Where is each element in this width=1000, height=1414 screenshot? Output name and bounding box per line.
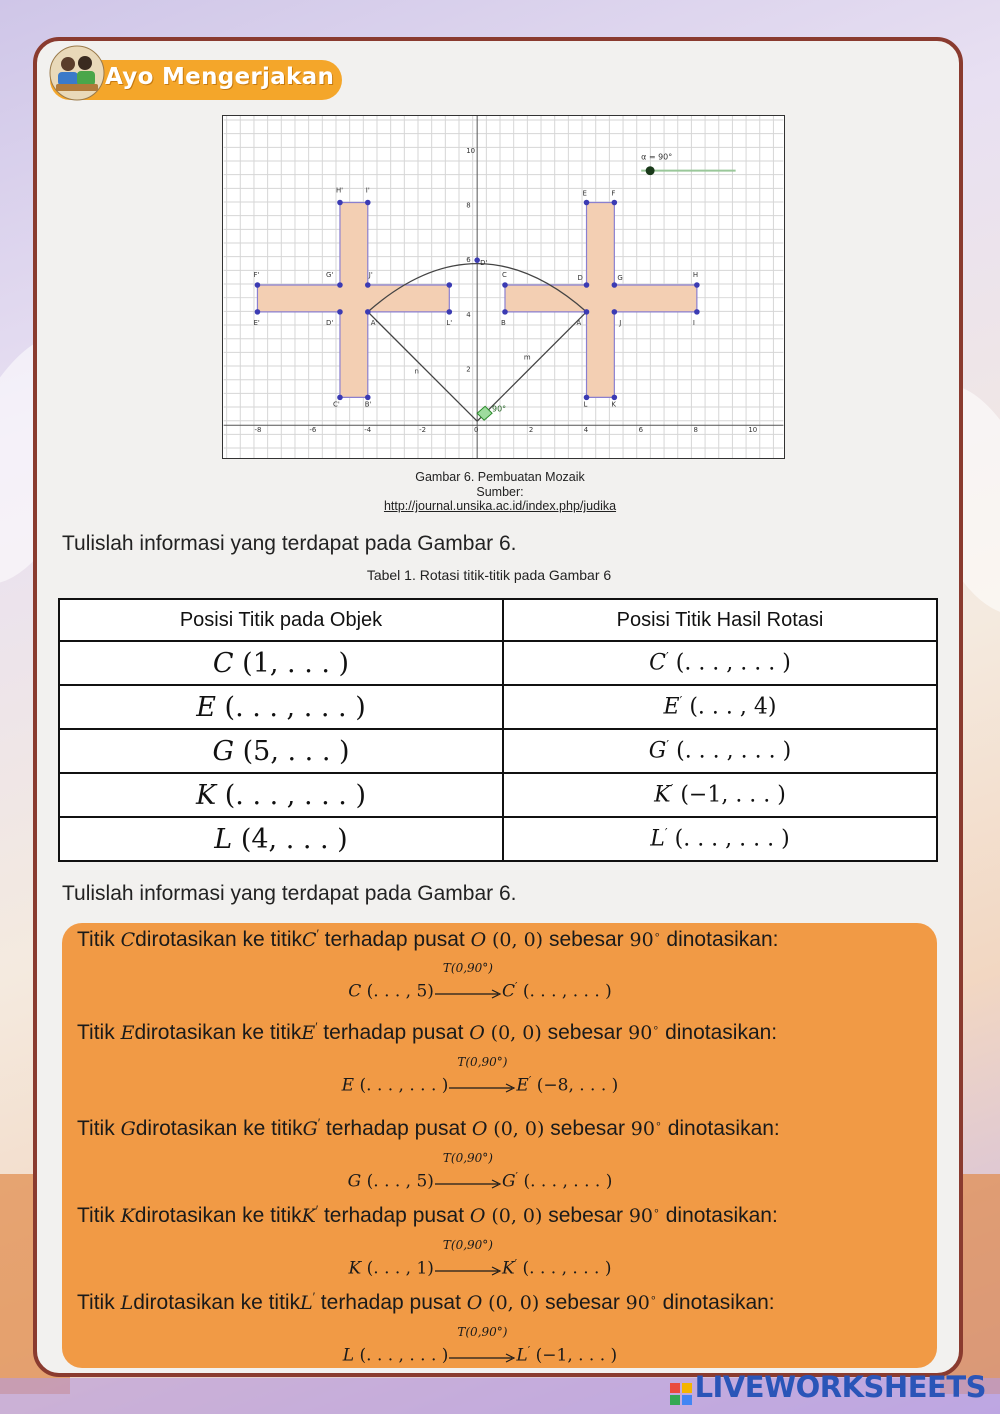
formula-to-coords: (. . . , . . . )	[523, 1171, 613, 1192]
rotation-formula: E (. . . , . . . ) T(0,90°) E′ (−8, . . . )	[341, 1055, 619, 1096]
result-point-coords: (. . . , . . . )	[676, 738, 792, 764]
vertex-point	[365, 395, 371, 401]
label-G: G	[617, 274, 623, 283]
table-row	[59, 685, 937, 729]
arrow-icon	[434, 983, 502, 1001]
statement-center: O	[470, 929, 487, 951]
x-tick-label: -2	[419, 426, 427, 435]
table-row	[59, 641, 937, 685]
table-row	[59, 817, 937, 861]
statement-center: O	[469, 1022, 485, 1044]
logo-text: LIVEWORKSHEETS	[694, 1370, 986, 1404]
vertex-point	[584, 282, 590, 288]
statement-center: O	[466, 1292, 483, 1314]
statement-center-coords: (0, 0)	[491, 1205, 543, 1227]
x-tick-label: 4	[583, 426, 589, 435]
statement-point: G	[120, 1118, 136, 1140]
object-point-coords: (. . . , . . . )	[224, 691, 366, 723]
rotation-statement: Titik Edirotasikan ke titikE′ terhadap pusat O (0, 0) sebesar 90∘ dinotasikan:	[77, 1020, 778, 1044]
label-m: m	[523, 353, 531, 362]
formula-from-coords: (. . . , 5)	[366, 981, 434, 1002]
x-tick-label: 2	[528, 426, 534, 435]
statement-center-text: terhadap pusat	[318, 928, 471, 951]
y-tick-label: 4	[466, 310, 471, 319]
statement-mid: dirotasikan ke titik	[135, 1117, 303, 1140]
label-C-center: C	[502, 271, 507, 280]
statement-angle-text: sebesar	[543, 928, 630, 951]
arrow-icon	[448, 1347, 516, 1365]
statement-center-text: terhadap pusat	[320, 1117, 472, 1140]
formula-transform: T(0,90°)	[442, 1151, 493, 1166]
object-point-coords: (1, . . . )	[242, 647, 350, 679]
instruction-1: Tulislah informasi yang terdapat pada Gambar 6.	[62, 532, 517, 555]
formula-to-coords: (. . . , . . . )	[522, 981, 612, 1002]
formula-from-point: G	[347, 1171, 362, 1192]
statement-center-coords: (0, 0)	[493, 1118, 545, 1140]
vertex-point	[255, 309, 261, 315]
statement-prefix: Titik	[77, 1117, 121, 1140]
x-tick-label: 6	[638, 426, 644, 435]
source-link[interactable]: http://journal.unsika.ac.id/index.php/judika	[383, 499, 617, 513]
statement-center-text: terhadap pusat	[314, 1291, 467, 1314]
result-point-letter: K	[654, 782, 671, 808]
formula-to-point: C	[501, 981, 515, 1002]
label-H-prime: H'	[335, 186, 344, 195]
object-point-letter: L	[214, 823, 233, 855]
vertex-point	[584, 200, 590, 206]
formula-arrow	[448, 1055, 516, 1095]
y-tick-label: 2	[466, 365, 471, 374]
slider-label: α = 90°	[641, 152, 673, 162]
formula-from-point: L	[342, 1345, 355, 1366]
formula-arrow	[448, 1325, 516, 1365]
formula-transform: T(0,90°)	[442, 961, 493, 976]
formula-arrow	[434, 1151, 502, 1191]
statement-point: K	[120, 1205, 135, 1227]
statement-suffix: dinotasikan:	[659, 1204, 778, 1227]
label-D: D	[577, 274, 583, 283]
section-title: Ayo Mengerjakan	[105, 64, 335, 90]
arrow-icon	[434, 1260, 502, 1278]
formula-from-point: K	[348, 1258, 362, 1279]
statement-point: L	[120, 1292, 134, 1314]
formula-to-coords: (. . . , . . . )	[522, 1258, 612, 1279]
result-point-cell: L′ (. . . , . . . )	[503, 817, 937, 861]
result-point-cell: E′ (. . . , 4)	[503, 685, 937, 729]
label-n: n	[414, 367, 419, 376]
mosaic-figure	[222, 115, 785, 459]
label-E-prime: E'	[253, 318, 260, 327]
statement-prefix: Titik	[77, 928, 121, 951]
statement-center-text: terhadap pusat	[318, 1204, 470, 1227]
vertex-point	[694, 309, 700, 315]
figure-source	[0, 499, 1000, 513]
statement-prime-point: G	[302, 1118, 318, 1140]
vertex-point	[694, 282, 700, 288]
label-L-prime: L'	[446, 318, 453, 327]
formula-to-point: G	[501, 1171, 516, 1192]
y-tick-label: 10	[466, 146, 476, 155]
result-point-letter: E	[663, 694, 680, 720]
object-point-coords: (. . . , . . . )	[224, 779, 366, 811]
vertex-point	[337, 200, 343, 206]
formula-from-coords: (. . . , . . . )	[359, 1345, 449, 1366]
rotation-formula: K (. . . , 1) T(0,90°) K′ (. . . , . . . )	[348, 1238, 612, 1279]
object-point-letter: E	[196, 691, 216, 723]
result-point-cell: K′ (−1, . . . )	[503, 773, 937, 817]
rotation-statement: Titik Kdirotasikan ke titikK′ terhadap pusat O (0, 0) sebesar 90∘ dinotasikan:	[77, 1203, 778, 1227]
liveworksheets-logo	[670, 1370, 986, 1404]
result-point-coords: (−1, . . . )	[680, 782, 786, 808]
result-point-cell: C′ (. . . , . . . )	[503, 641, 937, 685]
x-tick-label: 0	[473, 426, 479, 435]
formula-to-point: E	[516, 1075, 529, 1096]
statement-prefix: Titik	[77, 1204, 121, 1227]
vertex-point	[612, 200, 618, 206]
rotation-formula: G (. . . , 5) T(0,90°) G′ (. . . , . . . )	[347, 1151, 613, 1192]
x-tick-label: -4	[364, 426, 372, 435]
statement-point: E	[120, 1022, 135, 1044]
label-A: A	[576, 318, 582, 327]
result-point-letter: C	[649, 650, 667, 676]
result-point-letter: G	[648, 738, 667, 764]
statement-suffix: dinotasikan:	[661, 1117, 780, 1140]
formula-to-coords: (−8, . . . )	[536, 1075, 619, 1096]
x-tick-label: 8	[693, 426, 698, 435]
formula-transform: T(0,90°)	[457, 1325, 508, 1340]
rotation-statement: Titik Cdirotasikan ke titikC′ terhadap pusat O (0, 0) sebesar 90∘ dinotasikan:	[77, 927, 779, 951]
statement-angle: 90	[629, 929, 654, 951]
label-J-prime: J'	[368, 271, 373, 280]
statement-mid: dirotasikan ke titik	[134, 1021, 302, 1044]
table-row	[59, 773, 937, 817]
formula-transform: T(0,90°)	[442, 1238, 493, 1253]
statement-suffix: dinotasikan:	[656, 1291, 775, 1314]
object-point-letter: C	[212, 647, 234, 679]
formula-from-point: E	[341, 1075, 355, 1096]
x-tick-label: -8	[254, 426, 262, 435]
vertex-point	[337, 395, 343, 401]
statement-prime-point: L	[300, 1292, 313, 1314]
table-header-object: Posisi Titik pada Objek	[59, 599, 503, 641]
statement-angle: 90	[630, 1118, 655, 1140]
rotation-formula: L (. . . , . . . ) T(0,90°) L′ (−1, . . . )	[342, 1325, 618, 1366]
label-H: H	[692, 271, 699, 280]
vertex-point	[612, 395, 618, 401]
formula-from-coords: (. . . , 5)	[366, 1171, 434, 1192]
vertex-point	[474, 257, 480, 263]
vertex-point	[584, 309, 590, 315]
label-D-prime: D'	[326, 318, 334, 327]
statement-prime-point: E	[301, 1022, 316, 1044]
statement-center-text: terhadap pusat	[317, 1021, 470, 1044]
logo-icon	[670, 1378, 692, 1400]
statement-suffix: dinotasikan:	[660, 928, 779, 951]
right-cross	[505, 202, 697, 397]
label-L: L	[583, 400, 588, 409]
arrow-icon	[434, 1173, 502, 1191]
students-icon	[48, 44, 106, 102]
formula-from-point: C	[348, 981, 362, 1002]
label-K: K	[611, 400, 616, 409]
figure-caption: Gambar 6. Pembuatan Mozaik	[415, 470, 585, 484]
rotation-formula: C (. . . , 5) T(0,90°) C′ (. . . , . . . )	[348, 961, 612, 1002]
statement-angle-text: sebesar	[544, 1117, 631, 1140]
table-row	[59, 729, 937, 773]
statement-center: O	[469, 1205, 486, 1227]
vertex-point	[365, 200, 371, 206]
formula-transform: T(0,90°)	[457, 1055, 508, 1070]
statement-center-coords: (0, 0)	[492, 929, 544, 951]
object-point-cell	[59, 729, 503, 773]
y-tick-label: 6	[466, 256, 471, 265]
formula-from-coords: (. . . , . . . )	[359, 1075, 449, 1096]
label-J: J	[619, 318, 622, 327]
statement-prefix: Titik	[77, 1021, 121, 1044]
statement-prime-point: C	[302, 929, 317, 951]
vertex-point	[447, 309, 453, 315]
vertex-point	[502, 282, 508, 288]
rotation-table	[58, 598, 938, 862]
formula-arrow	[434, 1238, 502, 1278]
statement-angle: 90	[628, 1205, 653, 1227]
vertex-point	[337, 282, 343, 288]
object-point-letter: G	[212, 735, 235, 767]
label-F-prime: F'	[253, 271, 260, 280]
statement-angle: 90	[625, 1292, 650, 1314]
rotation-statement: Titik Gdirotasikan ke titikG′ terhadap pusat O (0, 0) sebesar 90∘ dinotasikan:	[77, 1116, 780, 1140]
vertex-point	[502, 309, 508, 315]
result-point-cell: G′ (. . . , . . . )	[503, 729, 937, 773]
label-I: I	[692, 318, 695, 327]
object-point-cell	[59, 817, 503, 861]
left-cross	[257, 202, 449, 397]
statement-center-coords: (0, 0)	[488, 1292, 540, 1314]
statement-mid: dirotasikan ke titik	[134, 1204, 302, 1227]
label-F: F	[611, 189, 616, 198]
label-G-prime: G'	[326, 271, 334, 280]
instruction-2: Tulislah informasi yang terdapat pada Gambar 6.	[62, 882, 517, 905]
angle-label: 90°	[492, 404, 507, 414]
vertex-point	[255, 282, 261, 288]
figure-source-label: Sumber:	[476, 485, 524, 499]
label-D-center: D'	[480, 259, 488, 268]
vertex-point	[584, 395, 590, 401]
statement-prefix: Titik	[77, 1291, 121, 1314]
statement-angle-text: sebesar	[541, 1021, 629, 1044]
formula-to-point: L	[516, 1345, 528, 1366]
object-point-coords: (5, . . . )	[242, 735, 350, 767]
statement-point: C	[120, 929, 136, 951]
table-title: Tabel 1. Rotasi titik-titik pada Gambar 6	[366, 567, 612, 583]
vertex-point	[365, 309, 371, 315]
slider-knob	[646, 166, 655, 175]
statement-angle-text: sebesar	[539, 1291, 626, 1314]
formula-arrow	[434, 961, 502, 1001]
result-point-coords: (. . . , . . . )	[675, 650, 791, 676]
statement-angle: 90	[628, 1022, 653, 1044]
x-tick-label: -6	[309, 426, 317, 435]
object-point-coords: (4, . . . )	[240, 823, 348, 855]
object-point-letter: K	[196, 779, 217, 811]
statement-mid: dirotasikan ke titik	[133, 1291, 301, 1314]
statement-mid: dirotasikan ke titik	[135, 928, 303, 951]
result-point-letter: L	[650, 826, 665, 852]
vertex-point	[612, 309, 618, 315]
x-tick-label: 10	[748, 426, 758, 435]
vertex-point	[447, 282, 453, 288]
vertex-point	[612, 282, 618, 288]
formula-from-coords: (. . . , 1)	[366, 1258, 434, 1279]
statement-angle-text: sebesar	[542, 1204, 629, 1227]
label-C-prime: C'	[332, 400, 340, 409]
label-I-prime: I'	[365, 186, 370, 195]
result-point-coords: (. . . , 4)	[689, 694, 777, 720]
statement-center: O	[471, 1118, 488, 1140]
label-B-prime: B'	[364, 400, 372, 409]
rotation-statement: Titik Ldirotasikan ke titikL′ terhadap pusat O (0, 0) sebesar 90∘ dinotasikan:	[77, 1290, 775, 1314]
formula-to-coords: (−1, . . . )	[535, 1345, 618, 1366]
label-B: B	[501, 318, 506, 327]
object-point-cell	[59, 685, 503, 729]
label-E: E	[582, 189, 587, 198]
result-point-coords: (. . . , . . . )	[674, 826, 790, 852]
statement-center-coords: (0, 0)	[490, 1022, 542, 1044]
object-point-cell	[59, 773, 503, 817]
y-tick-label: 8	[466, 201, 471, 210]
object-point-cell	[59, 641, 503, 685]
arrow-icon	[448, 1077, 516, 1095]
vertex-point	[365, 282, 371, 288]
statement-prime-point: K	[301, 1205, 316, 1227]
vertex-point	[337, 309, 343, 315]
statement-suffix: dinotasikan:	[659, 1021, 778, 1044]
label-A-prime: A'	[370, 318, 378, 327]
formula-to-point: K	[501, 1258, 515, 1279]
table-header-result: Posisi Titik Hasil Rotasi	[503, 599, 937, 641]
